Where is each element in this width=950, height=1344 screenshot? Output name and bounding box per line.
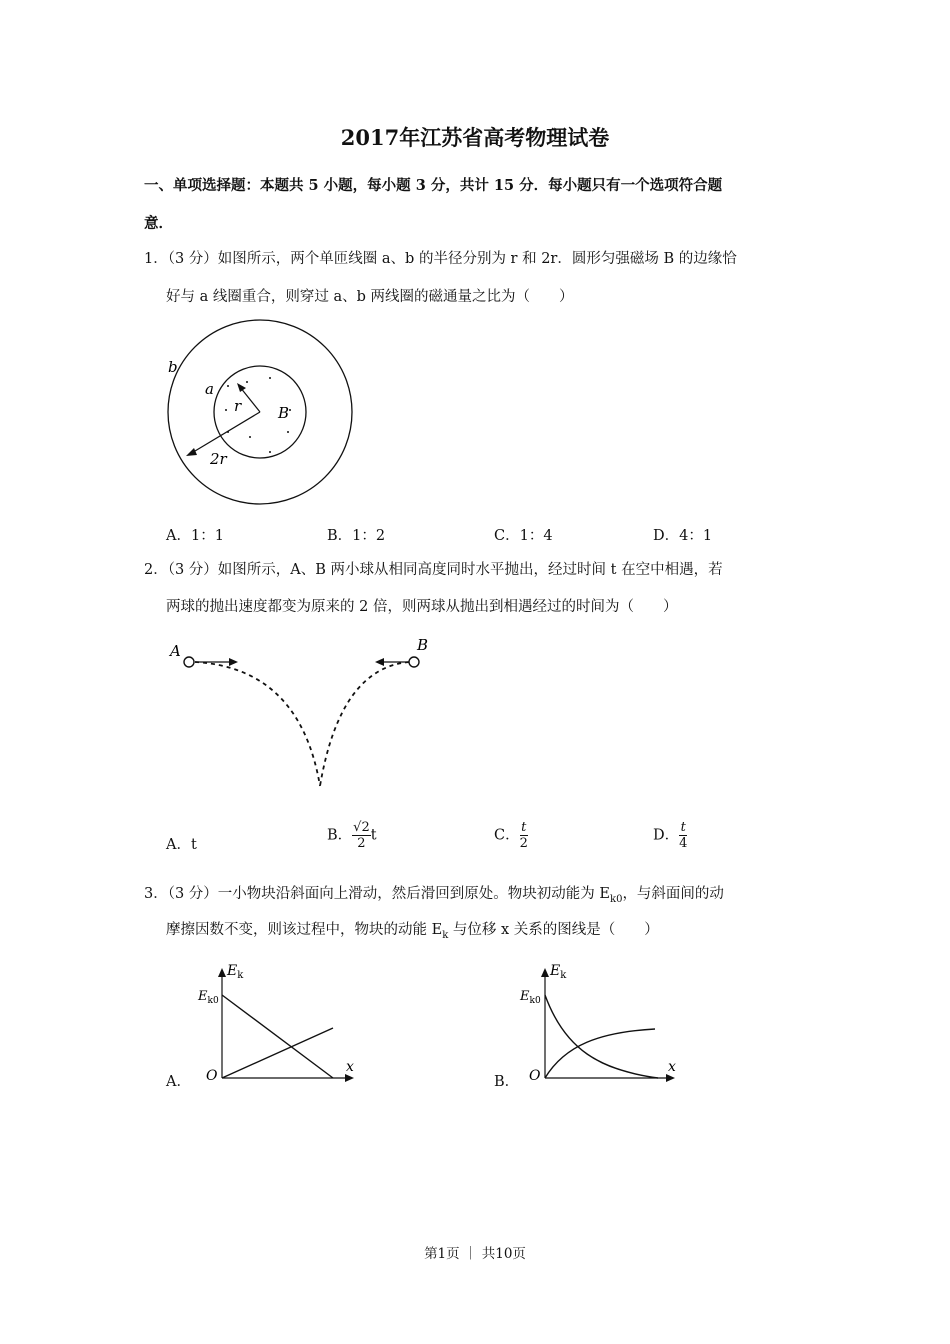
q2-option-d-numerator: t: [680, 820, 686, 835]
velocity-b-arrowhead: [375, 658, 384, 666]
q3-graph-a: [195, 955, 365, 1090]
q2-option-d-denominator: 4: [679, 836, 688, 851]
graph-a-x-arrowhead: [345, 1074, 354, 1082]
q2-option-b-denominator: 2: [357, 836, 366, 851]
label-B: B: [417, 636, 429, 654]
q1-figure: [160, 320, 370, 510]
q3-stem-line2: [166, 915, 659, 951]
graph-a-ek0-label: $E_{k0}$: [198, 989, 219, 1006]
q3-stem-line1: [144, 879, 724, 915]
q2-option-a[interactable]: A．t: [166, 837, 197, 853]
q2-option-c[interactable]: [494, 820, 528, 851]
q2-option-b-suffix: t: [370, 827, 377, 844]
graph-b-origin-label: O: [529, 1068, 541, 1084]
radius-2r-line: [190, 412, 260, 454]
ball-a: [184, 657, 194, 667]
graph-b-x-arrowhead: [666, 1074, 675, 1082]
q2-option-d-prefix: D．: [653, 827, 680, 844]
q3-line2-post: 与位移 x 关系的图线是（ ）: [448, 922, 659, 938]
q2-option-c-fraction: [520, 820, 528, 851]
page-footer: 第1页 ｜ 共10页: [424, 1246, 526, 1262]
q2-stem-line1: 2．（3 分）如图所示，A、B 两小球从相同高度同时水平抛出，经过时间 t 在空中相遇，若: [144, 562, 723, 578]
graph-a-decreasing-line: [222, 995, 333, 1078]
label-r: r: [234, 397, 242, 415]
graph-a-x-label: x: [346, 1059, 354, 1075]
q2-option-b-prefix: B．: [327, 827, 353, 844]
radius-2r-arrowhead: [186, 448, 197, 456]
section-heading-line1: 一、单项选择题：本题共 5 小题，每小题 3 分，共计 15 分．每小题只有一个选项符合题: [144, 177, 723, 194]
q3-line1-sub: k0: [610, 893, 623, 905]
q2-figure: [165, 630, 445, 790]
trajectory-a: [195, 662, 320, 786]
graph-a-increasing-line: [222, 1028, 333, 1078]
label-B: B: [278, 404, 290, 422]
q2-option-c-numerator: t: [521, 820, 527, 835]
graph-a-y-label: $E_k$: [227, 963, 244, 981]
label-A: A: [170, 642, 181, 660]
radius-r-arrowhead: [237, 383, 246, 392]
label-2r: 2r: [210, 450, 227, 468]
page-title: 2017年江苏省高考物理试卷: [340, 125, 610, 150]
q2-option-c-denominator: 2: [519, 836, 528, 851]
graph-b-x-label: x: [668, 1059, 676, 1075]
graph-b-ek0-label: $E_{k0}$: [520, 989, 541, 1006]
trajectory-b: [320, 662, 409, 786]
label-a: a: [205, 380, 214, 398]
q1-option-d[interactable]: D．4：1: [653, 528, 713, 544]
q3-line2-pre: 摩擦因数不变，则该过程中，物块的动能 E: [166, 922, 443, 938]
q2-option-b[interactable]: [327, 820, 377, 851]
graph-b-y-arrowhead: [541, 968, 549, 977]
q2-stem-line2: 两球的抛出速度都变为原来的 2 倍，则两球从抛出到相遇经过的时间为（ ）: [166, 599, 678, 615]
q3-line1-pre: 3．（3 分）一小物块沿斜面向上滑动，然后滑回到原处。物块初动能为 E: [144, 886, 611, 902]
ball-b: [409, 657, 419, 667]
q2-option-d[interactable]: [653, 820, 687, 851]
q2-option-d-fraction: [679, 820, 687, 851]
q3-graph-b: [515, 955, 685, 1090]
q1-option-b[interactable]: B．1：2: [327, 528, 386, 544]
q2-option-b-numerator: √2: [353, 820, 370, 835]
q3-option-b[interactable]: B．: [494, 1074, 520, 1090]
q1-stem-line1: 1．（3 分）如图所示，两个单匝线圈 a、b 的半径分别为 r 和 2r．圆形匀强磁场 B 的边缘恰: [144, 251, 737, 267]
q3-line2-sub: k: [442, 929, 449, 941]
q1-option-c[interactable]: C．1：4: [494, 528, 553, 544]
q3-option-a[interactable]: A．: [166, 1074, 191, 1090]
velocity-a-arrowhead: [229, 658, 238, 666]
q2-option-b-fraction: [352, 820, 371, 851]
q2-option-c-prefix: C．: [494, 827, 520, 844]
label-b: b: [168, 358, 178, 376]
section-heading-line2: 意．: [144, 215, 173, 232]
q1-option-a[interactable]: A．1：1: [166, 528, 224, 544]
graph-a-origin-label: O: [206, 1068, 218, 1084]
graph-b-increasing-curve: [545, 1029, 655, 1078]
radius-r-line: [240, 387, 260, 412]
graph-a-y-arrowhead: [218, 968, 226, 977]
q1-stem-line2: 好与 a 线圈重合，则穿过 a、b 两线圈的磁通量之比为（ ）: [166, 289, 574, 305]
graph-b-y-label: $E_k$: [550, 963, 567, 981]
q3-line1-post: ，与斜面间的动: [622, 886, 724, 902]
